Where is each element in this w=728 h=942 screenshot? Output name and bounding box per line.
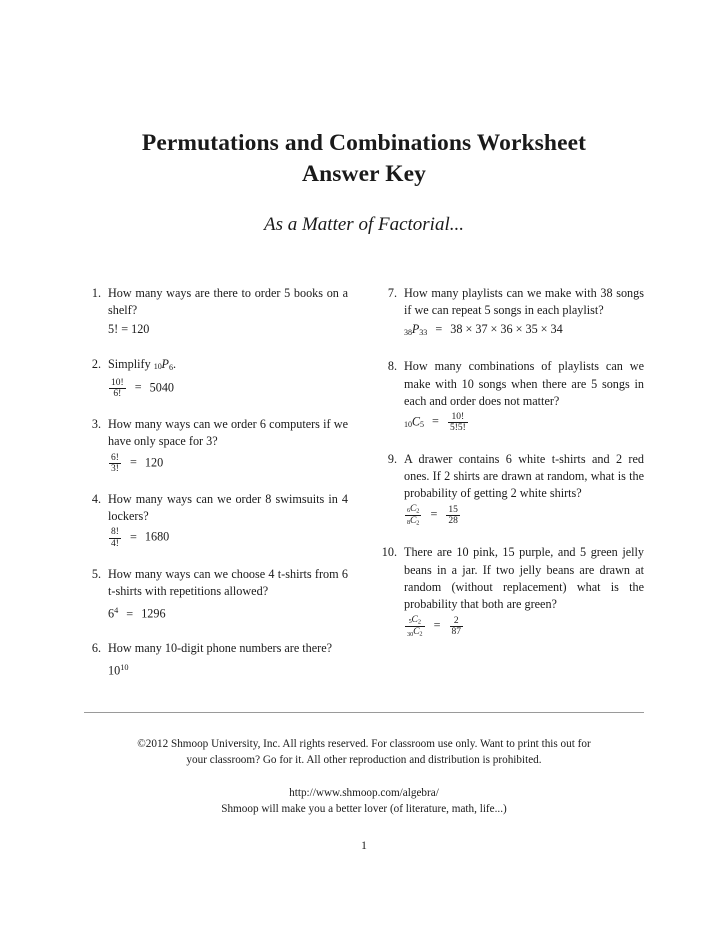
page-title-line1: Permutations and Combinations Worksheet <box>141 130 587 156</box>
permutation-r: 33 <box>419 328 428 338</box>
problem-number: 8. <box>387 359 397 374</box>
combination-n: 5 <box>408 618 412 626</box>
problem-answer <box>108 602 348 623</box>
problem-item <box>380 285 644 341</box>
combination-symbol: C <box>411 615 418 626</box>
answer-exponent: 10 <box>120 663 129 673</box>
combination-r: 2 <box>416 507 420 515</box>
permutation-r: 6 <box>168 362 174 372</box>
answer-result: 1680 <box>144 529 170 544</box>
fraction-numerator: 2 <box>450 616 464 627</box>
problem-item <box>84 566 348 623</box>
problem-number: 3. <box>91 417 101 432</box>
factor-3: 36 <box>500 322 513 337</box>
combination-r: 2 <box>417 618 421 626</box>
problem-inline-math <box>154 357 173 371</box>
combination-n: 30 <box>407 630 414 638</box>
multiply-icon: × <box>490 322 498 337</box>
copyright-line2: your classroom? Go for it. All other reproduction and distribution is prohibited. <box>186 754 542 766</box>
problem-number: 1. <box>91 286 101 300</box>
equals-sign: = <box>432 414 439 429</box>
answer-result: 1296 <box>141 606 166 621</box>
fraction-denominator: 5!5! <box>449 423 466 434</box>
page-subtitle: As a Matter of Factorial... <box>263 214 464 235</box>
problem-answer <box>404 321 644 341</box>
left-column <box>84 285 348 697</box>
problem-text-suffix: . <box>173 356 177 371</box>
problem-text: How many playlists can we make with 38 songs if we can repeat 5 songs in each playlist? <box>404 286 644 318</box>
fraction-numerator: 15 <box>448 505 458 516</box>
fraction <box>405 615 425 638</box>
copyright-icon: © <box>137 738 146 750</box>
problem-body <box>108 285 348 339</box>
copyright-line1: 2012 Shmoop University, Inc. All rights reserved. For classroom use only. Want to print this out for <box>145 738 591 750</box>
fraction-numerator: 10! <box>448 412 468 423</box>
answer-result: 120 <box>144 454 164 469</box>
problem-body <box>404 358 644 433</box>
problem-text: How many combinations of playlists can we make with 10 songs when there are 5 songs in each and order does not matter? <box>404 359 644 408</box>
fraction-denominator <box>405 516 421 527</box>
right-column <box>380 285 644 697</box>
fraction-denominator: 87 <box>451 627 462 638</box>
problem-answer <box>404 412 644 434</box>
footer-tagline: Shmoop will make you a better lover (of literature, math, life...) <box>221 803 507 815</box>
problem-item <box>84 416 348 474</box>
equals-sign: = <box>134 379 142 394</box>
multiply-icon: × <box>465 322 473 337</box>
problem-number: 9. <box>387 451 397 466</box>
combination-n: 6 <box>407 507 411 515</box>
permutation-n: 38 <box>404 327 413 337</box>
factor-2: 37 <box>475 322 488 337</box>
problem-text <box>108 356 348 376</box>
fraction <box>109 453 121 475</box>
problem-item <box>84 640 348 680</box>
answer-base: 10 <box>108 663 121 678</box>
problem-body <box>108 416 348 474</box>
copyright-notice <box>84 736 644 768</box>
answer-expression: 5! = 120 <box>108 322 150 337</box>
fraction <box>109 378 126 400</box>
factor-4: 35 <box>525 322 538 337</box>
problem-item <box>380 544 644 638</box>
problem-columns <box>84 285 644 697</box>
problem-answer <box>108 659 348 680</box>
combination-symbol: C <box>409 516 417 527</box>
combination-r: 5 <box>419 420 424 430</box>
factor-1: 38 <box>450 322 463 337</box>
problem-body <box>404 544 644 638</box>
problem-item <box>380 358 644 433</box>
multiply-icon: × <box>515 322 523 337</box>
problem-text: How many ways are there to order 5 books on a shelf? <box>108 286 348 318</box>
page-title <box>84 128 644 190</box>
problem-item <box>84 491 348 549</box>
fraction <box>109 527 121 549</box>
equals-sign: = <box>433 618 441 633</box>
combination-n: 10 <box>404 419 413 429</box>
combination-symbol: C <box>411 414 420 429</box>
problem-body <box>108 640 348 680</box>
permutation-symbol: P <box>411 322 420 337</box>
problem-item <box>380 451 644 528</box>
problem-text: A drawer contains 6 white t-shirts and 2 red ones. If 2 shirts are drawn at random, what is the probability of getting 2 white shirts? <box>404 451 644 500</box>
problem-body <box>404 451 644 528</box>
fraction-numerator: 8! <box>111 527 119 538</box>
equals-sign: = <box>129 454 137 469</box>
problem-answer <box>404 504 644 527</box>
equals-sign: = <box>129 529 137 544</box>
problem-item <box>84 356 348 400</box>
problem-body <box>108 356 348 400</box>
factor-5: 34 <box>550 322 563 337</box>
answer-base: 6 <box>108 606 115 621</box>
problem-number: 4. <box>91 492 101 507</box>
fraction-denominator: 3! <box>111 463 119 474</box>
problem-item <box>84 285 348 339</box>
result-fraction <box>446 505 460 527</box>
fraction <box>405 504 421 527</box>
fraction-denominator: 4! <box>111 538 119 549</box>
footer <box>84 736 644 817</box>
problem-text: How many ways can we order 8 swimsuits in 4 lockers? <box>108 492 348 524</box>
combination-symbol: C <box>413 627 420 638</box>
problem-answer <box>404 615 644 638</box>
footer-divider <box>84 712 644 713</box>
problem-body <box>108 566 348 623</box>
fraction-denominator: 28 <box>448 516 458 527</box>
problem-number: 6. <box>91 640 101 655</box>
fraction-denominator: 6! <box>113 388 122 399</box>
result-fraction <box>450 616 464 638</box>
problem-text: How many ways can we order 6 computers if we have only space for 3? <box>108 417 348 449</box>
problem-number: 2. <box>91 356 101 371</box>
equals-sign: = <box>430 507 438 522</box>
footer-links <box>84 785 644 817</box>
problem-answer <box>108 378 348 400</box>
page-title-line2: Answer Key <box>302 161 426 187</box>
page-number: 1 <box>361 840 367 852</box>
fraction-numerator: 10! <box>111 377 124 388</box>
problem-body <box>404 285 644 341</box>
fraction-numerator: 6! <box>111 452 119 463</box>
equals-sign: = <box>435 322 443 337</box>
problem-text: There are 10 pink, 15 purple, and 5 green jelly beans in a jar. If two jelly beans are drawn at random (without replacement) what is the probability that both are green? <box>404 545 644 612</box>
combination-r: 2 <box>416 519 420 527</box>
problem-text-prefix: Simplify <box>108 356 151 371</box>
permutation-symbol: P <box>161 356 169 371</box>
problem-body <box>108 491 348 549</box>
fraction-numerator <box>405 504 421 516</box>
problem-number: 5. <box>91 566 101 581</box>
fraction-denominator <box>405 627 425 638</box>
problem-answer <box>108 453 348 475</box>
problem-answer <box>108 527 348 549</box>
fraction <box>448 412 468 434</box>
title-block <box>84 128 644 237</box>
problem-number: 10. <box>381 545 397 560</box>
combination-n: 8 <box>407 519 411 527</box>
problem-answer <box>108 321 348 338</box>
fraction-numerator <box>405 615 425 627</box>
answer-result: 5040 <box>149 379 175 394</box>
problem-text: How many 10-digit phone numbers are there? <box>108 640 333 655</box>
answer-exponent: 4 <box>114 606 119 616</box>
website-url[interactable]: http://www.shmoop.com/algebra/ <box>289 787 439 799</box>
problem-text: How many ways can we choose 4 t-shirts from 6 t-shirts with repetitions allowed? <box>108 566 348 599</box>
combination-r: 2 <box>419 630 423 638</box>
multiply-icon: × <box>540 322 548 337</box>
equals-sign: = <box>126 606 134 621</box>
combination-symbol: C <box>409 504 417 515</box>
permutation-n: 10 <box>153 362 162 372</box>
problem-number: 7. <box>387 286 397 300</box>
